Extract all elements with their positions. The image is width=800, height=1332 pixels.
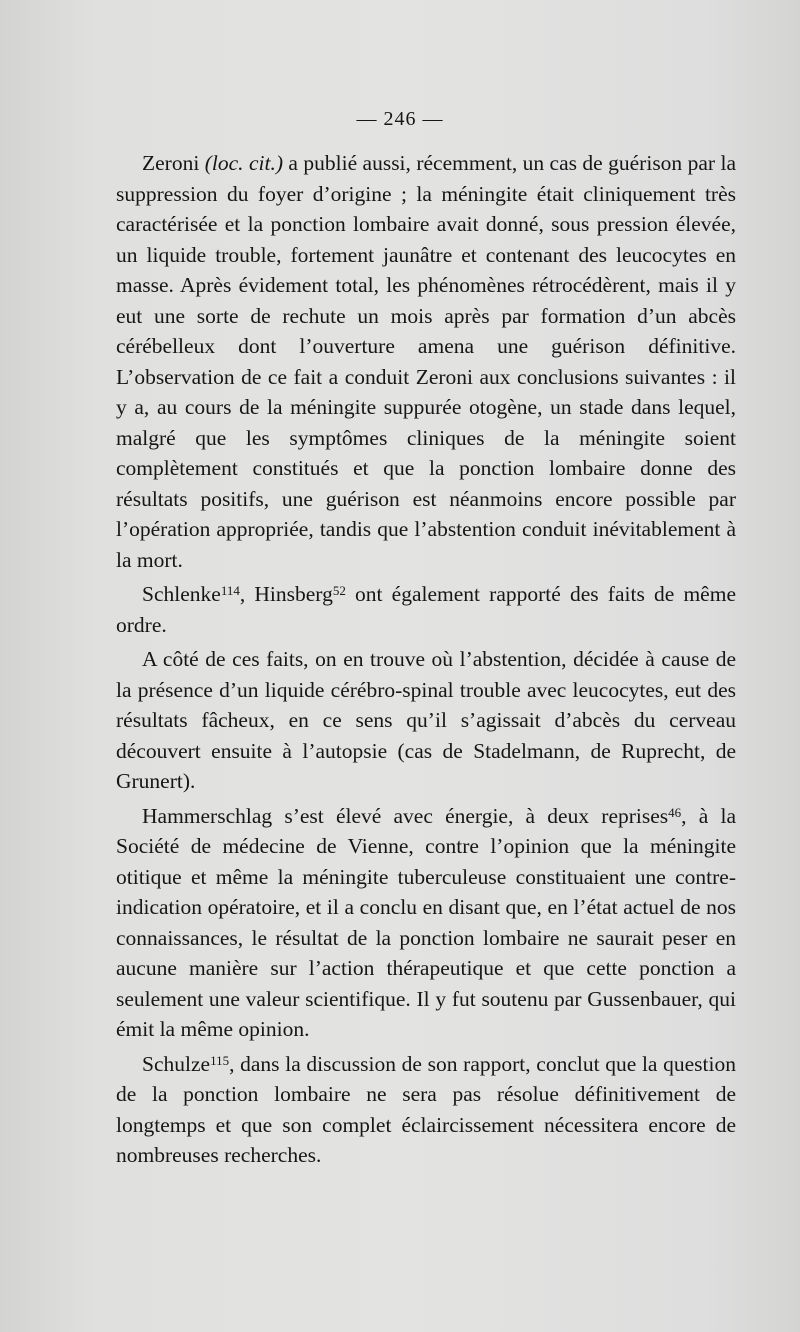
paragraph-text: , à la Société de médecine de Vienne, contre l’opinion que la méningite otitique et même la méningite tuberculeuse constituaient une contre-indication opératoire, et il a conclu en disant que, en l’état actuel de nos connaissances, le résultat de la ponction lombaire ne saurait peser en aucune manière sur l’action thérapeutique et que cette ponction a seulement une valeur scientifique. Il y fut soutenu par Gussenbauer, qui émit la même opinion. <box>116 803 736 1041</box>
paragraph-text: a publié aussi, récemment, un cas de guérison par la suppression du foyer d’origine ; la méningite était cliniquement très caractérisée et la ponction lombaire avait donné, sous pression élevée, un liquide trouble, fortement jaunâtre et contenant des leucocytes en masse. Après évidement total, les phénomènes rétrocédèrent, mais il y eut une sorte de rechute un mois après par formation d’un abcès cérébelleux dont l’ouverture amena une guérison définitive. L’observation de ce fait a conduit Zeroni aux conclusions suivantes : il y a, au cours de la méningite suppurée otogène, un stade dans lequel, malgré que les symptômes cliniques de la méningite soient complètement constitués et que la ponction lombaire donne des résultats positifs, une guérison est néanmoins encore possible par l’opération appropriée, tandis que l’abstention conduit inévitablement à la mort. <box>116 151 736 572</box>
paragraph-zeroni <box>116 148 736 575</box>
paragraph-schlenke <box>116 579 736 640</box>
paragraph-text: A côté de ces faits, on en trouve où l’abstention, décidée à cause de la présence d’un liquide cérébro-spinal trouble avec leucocytes, eut des résultats fâcheux, en ce sens qu’il s’agissait d’abcès du cerveau découvert ensuite à l’autopsie (cas de Stadelmann, de Ruprecht, de Grunert). <box>116 647 736 793</box>
paragraph-text: Zeroni <box>142 151 205 175</box>
paragraph-abstention <box>116 644 736 797</box>
paragraph-text: Schulze <box>142 1051 211 1076</box>
paragraph-text: , Hinsberg <box>239 582 333 606</box>
reference-superscript: 115 <box>210 1052 230 1068</box>
reference-superscript: 52 <box>332 583 346 598</box>
paragraph-text: Hammerschlag s’est élevé avec énergie, à deux reprises <box>142 803 669 828</box>
paragraph-text: ont également rapporté des faits de même ordre. <box>116 582 736 637</box>
paragraph-schulze <box>116 1049 736 1171</box>
paragraph-text: Schlenke <box>142 582 221 606</box>
paragraph-text: , dans la discussion de son rapport, conclut que la question de la ponction lombaire ne sera pas résolue définitivement de longtemps et que son complet éclaircissement nécessitera encore de nombreuses recherches. <box>116 1051 736 1167</box>
body-text <box>116 148 736 1175</box>
page-number: — 246 — <box>356 108 444 130</box>
reference-superscript: 114 <box>220 583 240 598</box>
reference-superscript: 46 <box>668 804 682 820</box>
citation-italic: (loc. cit.) <box>204 151 283 175</box>
paragraph-hammerschlag <box>116 801 736 1045</box>
